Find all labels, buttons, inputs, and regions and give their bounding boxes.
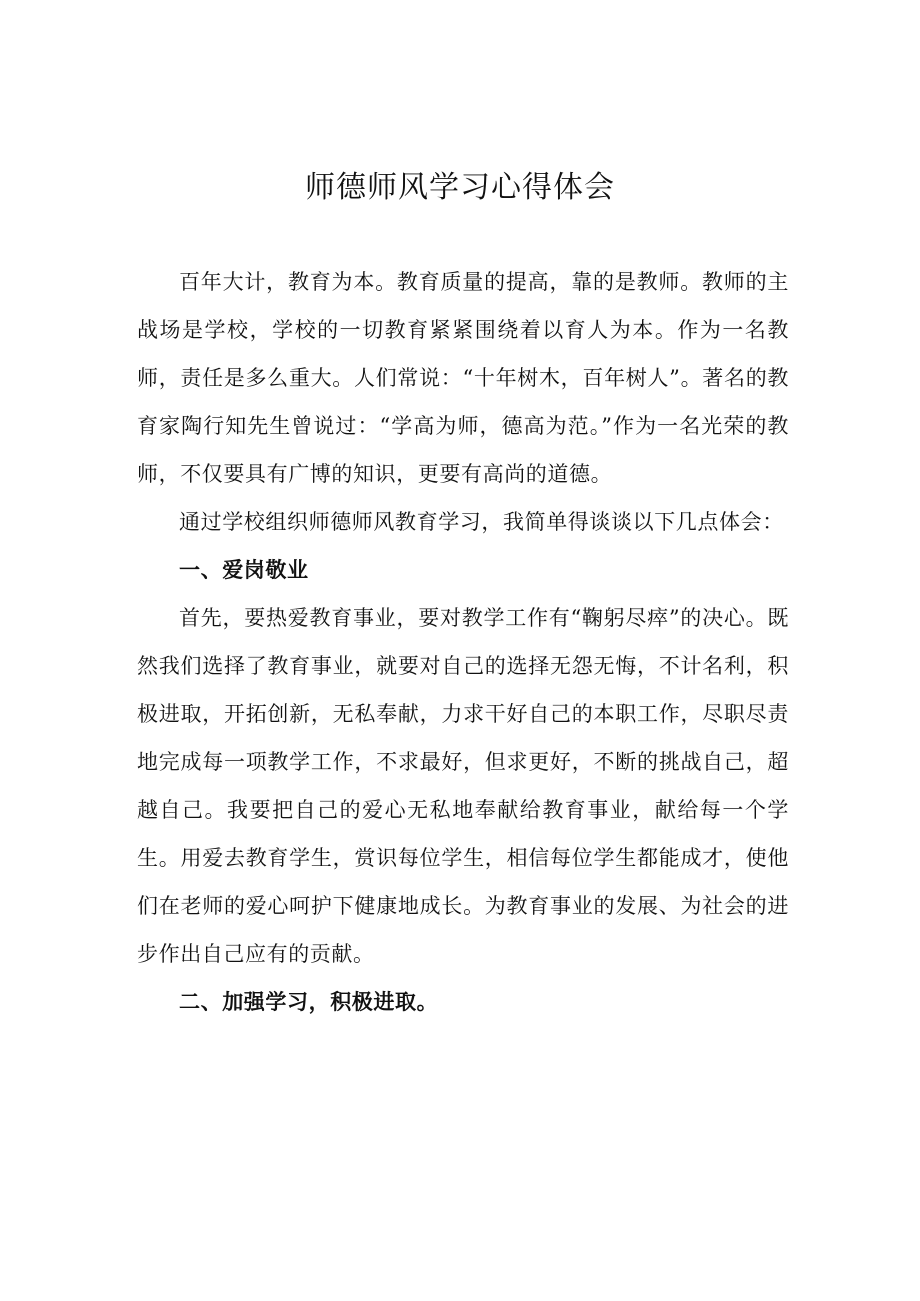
section-heading-2: 二、加强学习，积极进取。 — [179, 990, 439, 1014]
section-heading-1: 一、爱岗敬业 — [179, 558, 309, 582]
document-title: 师德师风学习心得体会 — [305, 170, 615, 205]
intro-paragraph-2: 通过学校组织师德师风教育学习，我简单得谈谈以下几点体会： — [179, 510, 784, 534]
document-body — [137, 258, 789, 1026]
section-1-paragraph: 首先，要热爱教育事业，要对教学工作有“鞠躬尽瘁”的决心。既然我们选择了教育事业，就要对自己的选择无怨无悔，不计名利，积极进取，开拓创新，无私奉献，力求干好自己的本职工作，尽职尽责地完成每一项教学工作，不求最好，但求更好，不断的挑战自己，超越自己。我要把自己的爱心无私地奉献给教育事业，献给每一个学生。用爱去教育学生，赏识每位学生，相信每位学生都能成才，使他们在老师的爱心呵护下健康地成长。为教育事业的发展、为社会的进步作出自己应有的贡献。 — [137, 606, 789, 966]
intro-paragraph: 百年大计，教育为本。教育质量的提高，靠的是教师。教师的主战场是学校，学校的一切教育紧紧围绕着以育人为本。作为一名教师，责任是多么重大。人们常说：“十年树木，百年树人”。著名的教育家陶行知先生曾说过：“学高为师，德高为范。”作为一名光荣的教师，不仅要具有广博的知识，更要有高尚的道德。 — [137, 270, 789, 486]
